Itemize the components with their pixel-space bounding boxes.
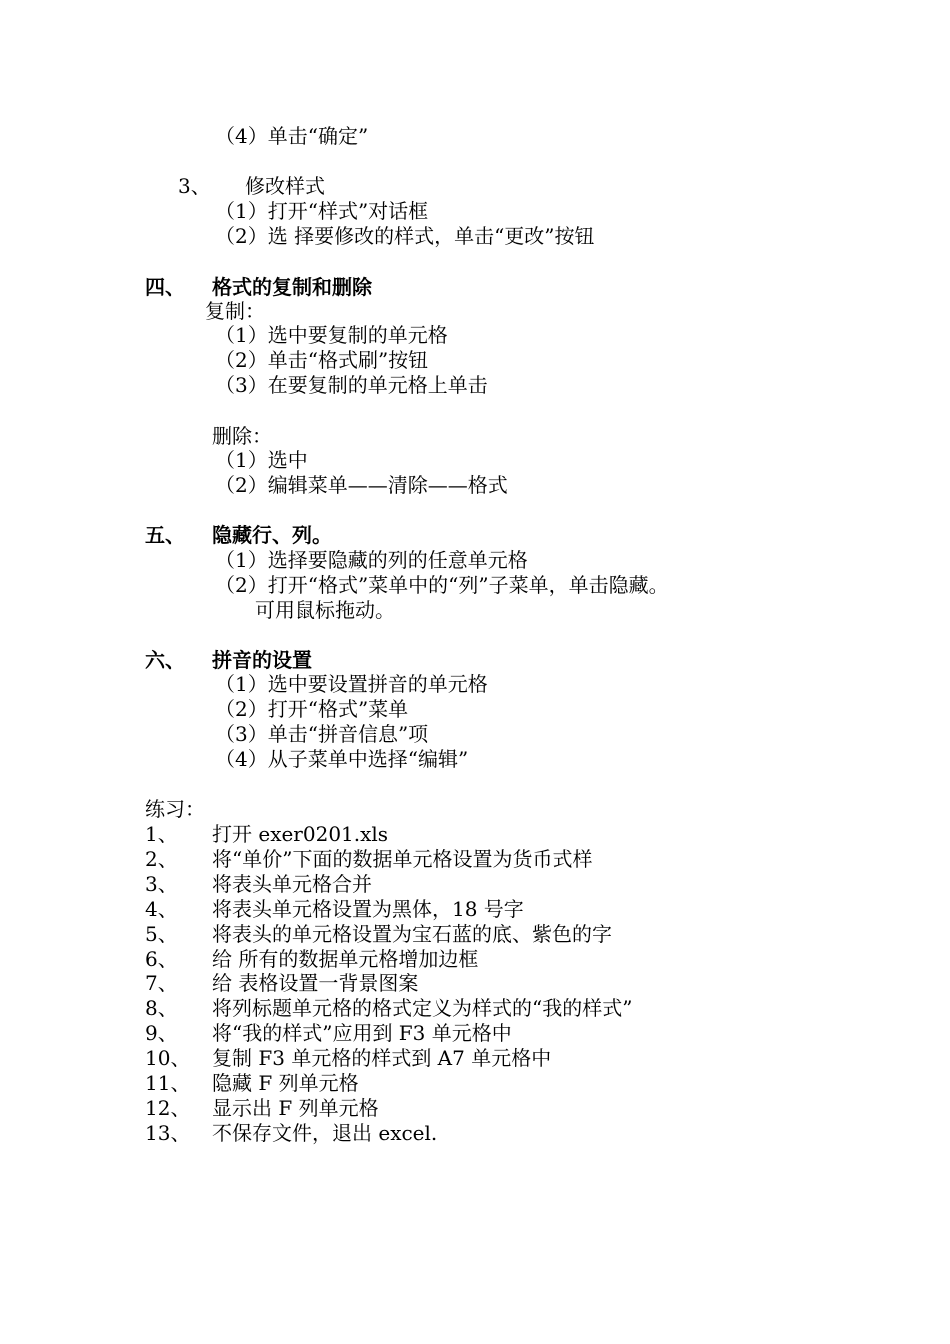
list-item: （1）选中要复制的单元格 bbox=[215, 323, 448, 347]
section-heading: 拼音的设置 bbox=[212, 648, 312, 672]
section-heading: 格式的复制和删除 bbox=[212, 275, 372, 299]
exercise-item: 打开 exer0201.xls bbox=[212, 822, 389, 846]
exercise-label: 练习： bbox=[145, 797, 205, 821]
item-title: 修改样式 bbox=[245, 174, 325, 198]
exercise-item: 不保存文件，退出 excel. bbox=[212, 1120, 438, 1145]
list-item: （1）选中要设置拼音的单元格 bbox=[215, 672, 488, 696]
note-text: 可用鼠标拖动。 bbox=[255, 598, 395, 622]
list-item: （1）打开“样式”对话框 bbox=[215, 199, 429, 223]
list-item: （2）打开“格式”菜单 bbox=[215, 697, 409, 721]
exercise-number: 13、 bbox=[145, 1120, 191, 1145]
list-item: （4）从子菜单中选择“编辑” bbox=[215, 747, 469, 771]
list-item: （3）单击“拼音信息”项 bbox=[215, 722, 429, 746]
list-item: （1）选择要隐藏的列的任意单元格 bbox=[215, 548, 528, 572]
list-item: （1）选中 bbox=[215, 448, 308, 472]
exercise-number: 9、 bbox=[145, 1021, 178, 1046]
section-number: 六、 bbox=[145, 648, 185, 672]
step-confirm: （4）单击“确定” bbox=[215, 124, 369, 148]
section-heading: 隐藏行、列。 bbox=[212, 523, 332, 547]
section-number: 四、 bbox=[145, 275, 185, 299]
list-item: （3）在要复制的单元格上单击 bbox=[215, 373, 488, 397]
exercise-item: 将表头单元格设置为黑体，18 号字 bbox=[212, 896, 524, 921]
exercise-number: 4、 bbox=[145, 896, 178, 921]
exercise-number: 8、 bbox=[145, 996, 178, 1021]
exercise-item: 将“我的样式”应用到 F3 单元格中 bbox=[212, 1021, 512, 1046]
exercise-item: 将“单价”下面的数据单元格设置为货币式样 bbox=[212, 846, 593, 871]
section-number: 五、 bbox=[145, 523, 185, 547]
exercise-number: 2、 bbox=[145, 846, 178, 871]
list-item: （2）选 择要修改的样式，单击“更改”按钮 bbox=[215, 224, 595, 248]
exercise-number: 7、 bbox=[145, 971, 178, 996]
exercise-number: 12、 bbox=[145, 1095, 191, 1120]
exercise-number: 10、 bbox=[145, 1046, 191, 1071]
exercise-number: 3、 bbox=[145, 871, 178, 896]
list-item: （2）单击“格式刷”按钮 bbox=[215, 348, 429, 372]
exercise-number: 6、 bbox=[145, 946, 178, 971]
exercise-number: 1、 bbox=[145, 822, 178, 846]
exercise-item: 给 所有的数据单元格增加边框 bbox=[212, 946, 479, 971]
exercise-item: 复制 F3 单元格的样式到 A7 单元格中 bbox=[212, 1046, 552, 1071]
exercise-item: 将表头单元格合并 bbox=[212, 871, 372, 896]
list-item: （2）编辑菜单——清除——格式 bbox=[215, 473, 508, 497]
exercise-item: 将列标题单元格的格式定义为样式的“我的样式” bbox=[212, 996, 633, 1021]
subsection-label: 复制： bbox=[205, 299, 265, 323]
exercise-item: 显示出 F 列单元格 bbox=[212, 1095, 379, 1120]
list-item: （2）打开“格式”菜单中的“列”子菜单，单击隐藏。 bbox=[215, 573, 669, 597]
exercise-item: 给 表格设置一背景图案 bbox=[212, 971, 419, 996]
exercise-number: 11、 bbox=[145, 1071, 191, 1095]
exercise-item: 将表头的单元格设置为宝石蓝的底、紫色的字 bbox=[212, 921, 612, 946]
subsection-label: 删除： bbox=[212, 424, 272, 448]
exercise-number: 5、 bbox=[145, 921, 178, 946]
item-number: 3、 bbox=[178, 174, 211, 198]
exercise-item: 隐藏 F 列单元格 bbox=[212, 1071, 359, 1095]
